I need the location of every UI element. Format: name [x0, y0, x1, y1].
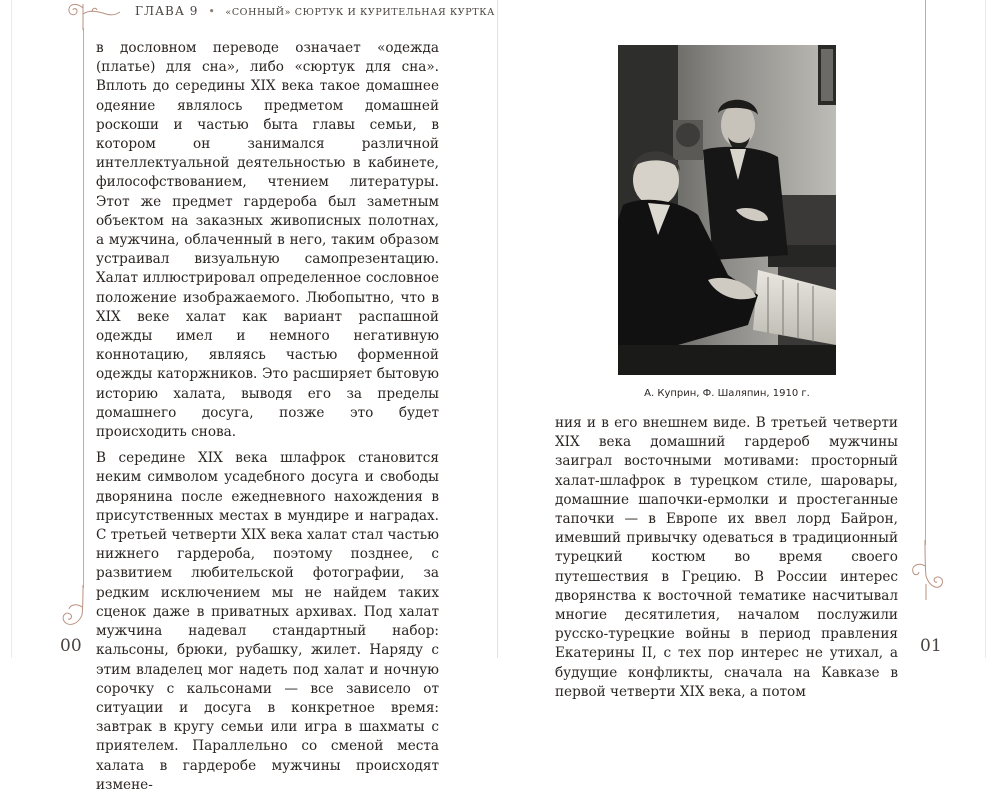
right-page-edge	[985, 0, 986, 658]
chapter-title: «СОННЫЙ» СЮРТУК И КУРИТЕЛЬНАЯ КУРТКА	[225, 7, 495, 18]
left-page-number: 00	[60, 636, 82, 656]
left-margin-rule	[83, 28, 84, 588]
paragraph: в дословном переводе означает «одежда (платье) для сна», либо «сюртук для сна». Вплоть до середины XIX века такое домашнее одеяние являлось предметом домашней роскоши и частью быта главы семьи, в котором он занимался различной интеллектуальной деятельностью в кабинете, философствованием, чтением литературы. Этот же предмет гардероба был заметным объектом на заказных живописных полотнах, а мужчина, облаченный в него, таким образом устраивал визуальную самопрезентацию. Халат иллюстрировал определенное сословное положение изображаемого. Любопытно, что в XIX веке халат как вариант распашной одежды имел и немного негативную коннотацию, являясь частью форменной одежды каторжников. Это расширяет бытовую историю халата, выводя его за пределы домашнего досуга, позже это будет происходить снова.	[96, 40, 439, 441]
bottom-right-flourish-icon	[905, 540, 945, 600]
left-page-edge	[11, 0, 12, 658]
book-gutter	[497, 0, 498, 658]
bottom-left-flourish-icon	[58, 585, 92, 631]
photo-caption: А. Куприн, Ф. Шаляпин, 1910 г.	[644, 388, 810, 399]
right-text-column	[555, 414, 898, 702]
left-text-column	[96, 39, 439, 795]
chapter-label: ГЛАВА 9	[135, 4, 199, 18]
historical-photo	[618, 45, 836, 375]
header-separator: •	[208, 5, 216, 18]
right-margin-rule	[925, 0, 926, 545]
running-header	[135, 4, 495, 22]
paragraph: ния и в его внешнем виде. В третьей четверти XIX века домашний гардероб мужчины заиграл восточными мотивами: просторный халат-шлафрок в турецком стиле, шаровары, домашние шапочки-ермолки и простеганные тапочки — в Европе их ввел лорд Байрон, имевший привычку одеваться в традиционный турецкий костюм во время своего путешествия в Грецию. В России интерес дворянства к восточной тематике насчитывал многие десятилетия, началом послужили русско-турецкие войны в период правления Екатерины II, с тех пор интерес не утихал, а будущие конфликты, сначала на Кавказе в первой четверти XIX века, а потом	[555, 415, 898, 700]
paragraph: В середине XIX века шлафрок становится неким символом усадебного досуга и свободы дворянина после ежедневного нахождения в присутственных местах в мундире и наградах. С третьей четверти XIX века халат стал частью нижнего гардероба, поэтому позднее, с развитием любительской фотографии, за редким исключением мы не найдем таких сценок даже в приватных архивах. Под халат мужчина надевал стандартный набор: кальсоны, брюки, рубашку, жилет. Наряду с этим владелец мог надеть под халат и ночную сорочку с кальсонами — все зависело от ситуации и досуга в конкретное время: завтрак в кругу семьи или игра в шахматы с приятелем. Параллельно со сменой места халата в гардеробе мужчины происходят измене-	[96, 450, 439, 793]
photo-image	[618, 45, 836, 375]
right-page-number: 01	[920, 636, 942, 656]
top-left-flourish-icon	[62, 0, 122, 32]
